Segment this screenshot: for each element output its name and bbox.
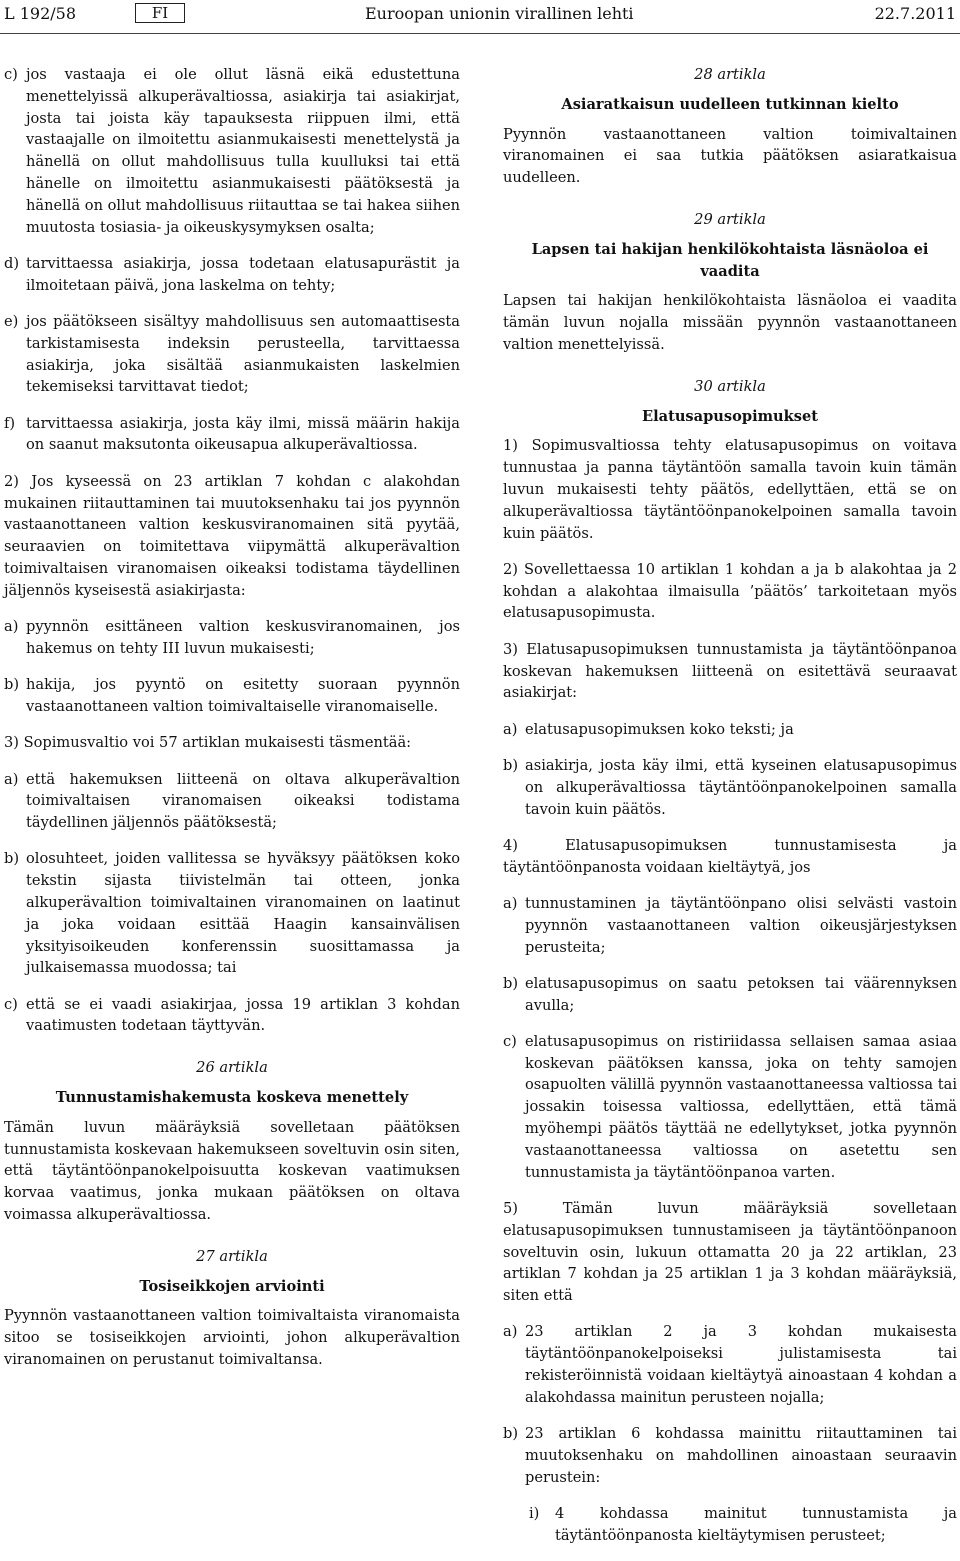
item-label: a) <box>503 1323 518 1341</box>
item-label: a) <box>503 720 518 738</box>
item-text: 23 artiklan 6 kohdassa mainittu riitauttaminen tai muutoksenhaku on mahdollinen ainoastaan seuraavin perustein: <box>525 1425 957 1486</box>
item-text: elatusapusopimuksen koko teksti; ja <box>525 720 794 738</box>
article-27-text: Pyynnön vastaanottaneen valtion toimivaltaista viranomaista sitoo se tosiseikkojen arviointi, johon alkuperävaltion viranomainen on perustanut toimivaltansa. <box>4 1307 460 1369</box>
item-text: pyynnön esittäneen valtion keskusviranomainen, jos hakemus on tehty III luvun mukaisesti; <box>26 618 460 657</box>
item-text: asiakirja, josta käy ilmi, että kyseinen elatusapusopimus on alkuperävaltiossa täytäntöönpanokelpoinen samalla tavoin kuin päätös. <box>525 756 957 818</box>
list-item <box>4 311 460 398</box>
item-text: jos vastaaja ei ole ollut läsnä eikä edustettuna menettelyissä alkuperävaltiossa, asiakirja tai asiakirjat, josta tai joista käy tapauksesta riippuen ilmi, että vastaajalle on ilmoitettu asianmukaisesti menettelystä ja hänellä on ollut mahdollisuus tulla kuulluksi tai että hänelle on ilmoitettu asianmukaisesti päätöksestä ja hänellä on ollut mahdollisuus riitauttaa se tai hakea siihen muutosta tosiasia- ja oikeuskysymyksen osalta; <box>26 66 461 236</box>
paragraph-3: 3) Elatusapusopimuksen tunnustamista ja täytäntöönpanoa koskevan hakemuksen liitteenä on esitettävä seuraavat asiakirjat: <box>503 640 957 702</box>
paragraph-2: 2) Sovellettaessa 10 artiklan 1 kohdan a ja b alakohtaa ja 2 kohdan a alakohtaa ilmaisulla ’päätös’ tarkoitetaan myös elatusapusopimusta. <box>503 560 957 622</box>
list-item <box>4 253 460 297</box>
item-label: i) <box>529 1505 540 1523</box>
item-label: b) <box>503 1425 519 1443</box>
item-label: b) <box>503 974 519 992</box>
list-item <box>503 973 957 1017</box>
article-27-number: 27 artikla <box>196 1247 268 1265</box>
item-text: tarvittaessa asiakirja, josta käy ilmi, missä määrin hakija on saanut maksutonta oikeusapua alkuperävaltiossa. <box>26 414 460 454</box>
item-text: 4 kohdassa mainitut tunnustamista ja täytäntöönpanosta kieltäytymisen perusteet; <box>555 1505 957 1544</box>
paragraph-5: 5) Tämän luvun määräyksiä sovelletaan elatusapusopimuksen tunnustamiseen ja täytäntöönpanoon soveltuvin osin, lukuun ottamatta 20 ja 22 artiklan, 23 artiklan 7 kohdan ja 25 artiklan 1 ja 3 kohdan määräyksiä, siten että <box>503 1199 957 1305</box>
journal-title: Euroopan unionin virallinen lehti <box>365 4 634 23</box>
item-text: jos päätökseen sisältyy mahdollisuus sen automaattisesta tarkistamisesta indeksin perusteella, tarvittaessa asiakirja, joka sisältää asianmukaisten laskelmien tekemiseksi tarvittavat tiedot; <box>26 312 460 396</box>
list-item <box>503 893 957 958</box>
item-label: c) <box>503 1032 517 1050</box>
item-label: b) <box>503 756 519 774</box>
item-text: hakija, jos pyyntö on esitetty suoraan pyynnön vastaanottaneen valtion toimivaltaiselle viranomaiselle. <box>26 676 460 715</box>
article-26-text: Tämän luvun määräyksiä sovelletaan päätöksen tunnustamista koskevaan hakemukseen soveltuvin osin siten, että täytäntöönpanokelpoisuutta koskevan vaatimuksen korvaa vaatimus, jonka mukaan päätöksen on oltava voimassa alkuperävaltiossa. <box>4 1118 460 1224</box>
item-text: että hakemuksen liitteenä on oltava alkuperävaltion toimivaltaisen viranomaisen oikeaksi todistama täydellinen jäljennös päätöksestä; <box>26 770 460 832</box>
article-30-title: Elatusapusopimukset <box>641 407 819 425</box>
list-item <box>4 413 460 457</box>
item-text: tunnustaminen ja täytäntöönpano olisi selvästi vastoin pyynnön vastaanottaneen valtion oikeusjärjestyksen perusteita; <box>525 894 957 956</box>
right-column <box>503 64 957 1561</box>
list-item <box>503 755 957 820</box>
language-badge: FI <box>135 3 185 23</box>
paragraph-2: 2) Jos kyseessä on 23 artiklan 7 kohdan c alakohdan mukainen riitauttaminen tai muutoksenhaku tai jos pyynnön vastaanottaneen valtion keskusviranomainen sitä pyytää, seuraavien on toimitettava viipymättä alkuperävaltion toimivaltaisen viranomaisen oikeaksi todistama täydellinen jäljennös kyseisestä asiakirjasta: <box>4 472 460 599</box>
article-30-number: 30 artikla <box>694 377 766 395</box>
item-label: f) <box>4 414 16 432</box>
article-26-number: 26 artikla <box>196 1059 268 1077</box>
item-text: tarvittaessa asiakirja, jossa todetaan elatusapurästit ja ilmoitetaan päivä, jona laskelma on tehty; <box>26 254 460 294</box>
article-27-title: Tosiseikkojen arviointi <box>139 1277 325 1295</box>
paragraph-1: 1) Sopimusvaltiossa tehty elatusapusopimus on voitava tunnustaa ja panna täytäntöön samalla tavoin kuin tämän luvun mukaisesti tehty päätös, edellyttäen, että se on alkuperävaltiossa täytäntöönpanokelpoinen samalla tavoin kuin päätös. <box>503 437 957 542</box>
left-column <box>4 64 460 1385</box>
article-29-text: Lapsen tai hakijan henkilökohtaista läsnäoloa ei vaadita tämän luvun nojalla missään pyynnön vastaanottaneen valtion menettelyissä. <box>503 292 957 353</box>
list-item <box>4 769 460 834</box>
item-label: b) <box>4 676 20 694</box>
sub-list-item <box>529 1503 957 1547</box>
list-item <box>4 616 460 660</box>
page-header <box>0 0 960 34</box>
page-reference: L 192/58 <box>4 4 76 23</box>
item-label: a) <box>503 894 518 912</box>
item-label: a) <box>4 618 19 636</box>
article-28-number: 28 artikla <box>694 66 766 83</box>
item-text: olosuhteet, joiden vallitessa se hyväksyy päätöksen koko tekstin sijasta tiivistelmän tai otteen, jonka alkuperävaltion toimivaltainen viranomainen on laatinut ja joka voidaan esittää Haagin kansainvälisen yksityisoikeuden konferenssin suosittamassa ja julkaisemassa muodossa; tai <box>26 850 460 977</box>
header-divider <box>0 33 960 34</box>
item-label: b) <box>4 850 20 868</box>
article-28-title: Asiaratkaisun uudelleen tutkinnan kielto <box>561 95 899 113</box>
item-text: elatusapusopimus on ristiriidassa sellaisen samaa asiaa koskevan päätöksen kanssa, joka on tehty samojen osapuolten välillä pyynnön vastaanottaneessa valtiossa tai jossakin toisessa valtiossa, edellyttäen, että tämä myöhempi päätös täyttää ne edellytykset, jotka pyynnön vastaanottaneessa valtiossa on asetettu sen tunnustamista ja täytäntöönpanoa varten. <box>525 1032 957 1181</box>
publication-date: 22.7.2011 <box>874 4 956 23</box>
article-29-title: Lapsen tai hakijan henkilökohtaista läsnäoloa ei vaadita <box>531 240 929 280</box>
article-26-title: Tunnustamishakemusta koskeva menettely <box>55 1089 409 1107</box>
list-item <box>4 674 460 718</box>
item-text: elatusapusopimus on saatu petoksen tai väärennyksen avulla; <box>525 974 957 1014</box>
item-label: d) <box>4 254 20 272</box>
list-item <box>503 1031 957 1184</box>
list-item <box>503 1321 957 1408</box>
item-text: että se ei vaadi asiakirjaa, jossa 19 artiklan 3 kohdan vaatimusten todetaan täyttyvän. <box>26 995 460 1035</box>
article-29-number: 29 artikla <box>694 210 766 228</box>
list-item <box>503 719 957 741</box>
list-item <box>4 64 460 238</box>
item-label: e) <box>4 312 19 330</box>
paragraph-4: 4) Elatusapusopimuksen tunnustamisesta ja täytäntöönpanosta voidaan kieltäytyä, jos <box>503 836 957 876</box>
item-label: c) <box>4 995 18 1013</box>
item-label: a) <box>4 770 19 788</box>
list-item <box>503 1423 957 1488</box>
article-28-text: Pyynnön vastaanottaneen valtion toimivaltainen viranomainen ei saa tutkia päätöksen asiaratkaisua uudelleen. <box>503 125 957 187</box>
list-item <box>4 848 460 979</box>
list-item <box>4 994 460 1038</box>
item-text: 23 artiklan 2 ja 3 kohdan mukaisesta täytäntöönpanokelpoiseksi julistamisesta tai rekisteröinnistä voidaan kieltäytyä ainoastaan 4 kohdan a alakohdassa mainitun perusteen nojalla; <box>525 1323 957 1406</box>
item-label: c) <box>4 66 18 83</box>
paragraph-3: 3) Sopimusvaltio voi 57 artiklan mukaisesti täsmentää: <box>4 734 412 752</box>
